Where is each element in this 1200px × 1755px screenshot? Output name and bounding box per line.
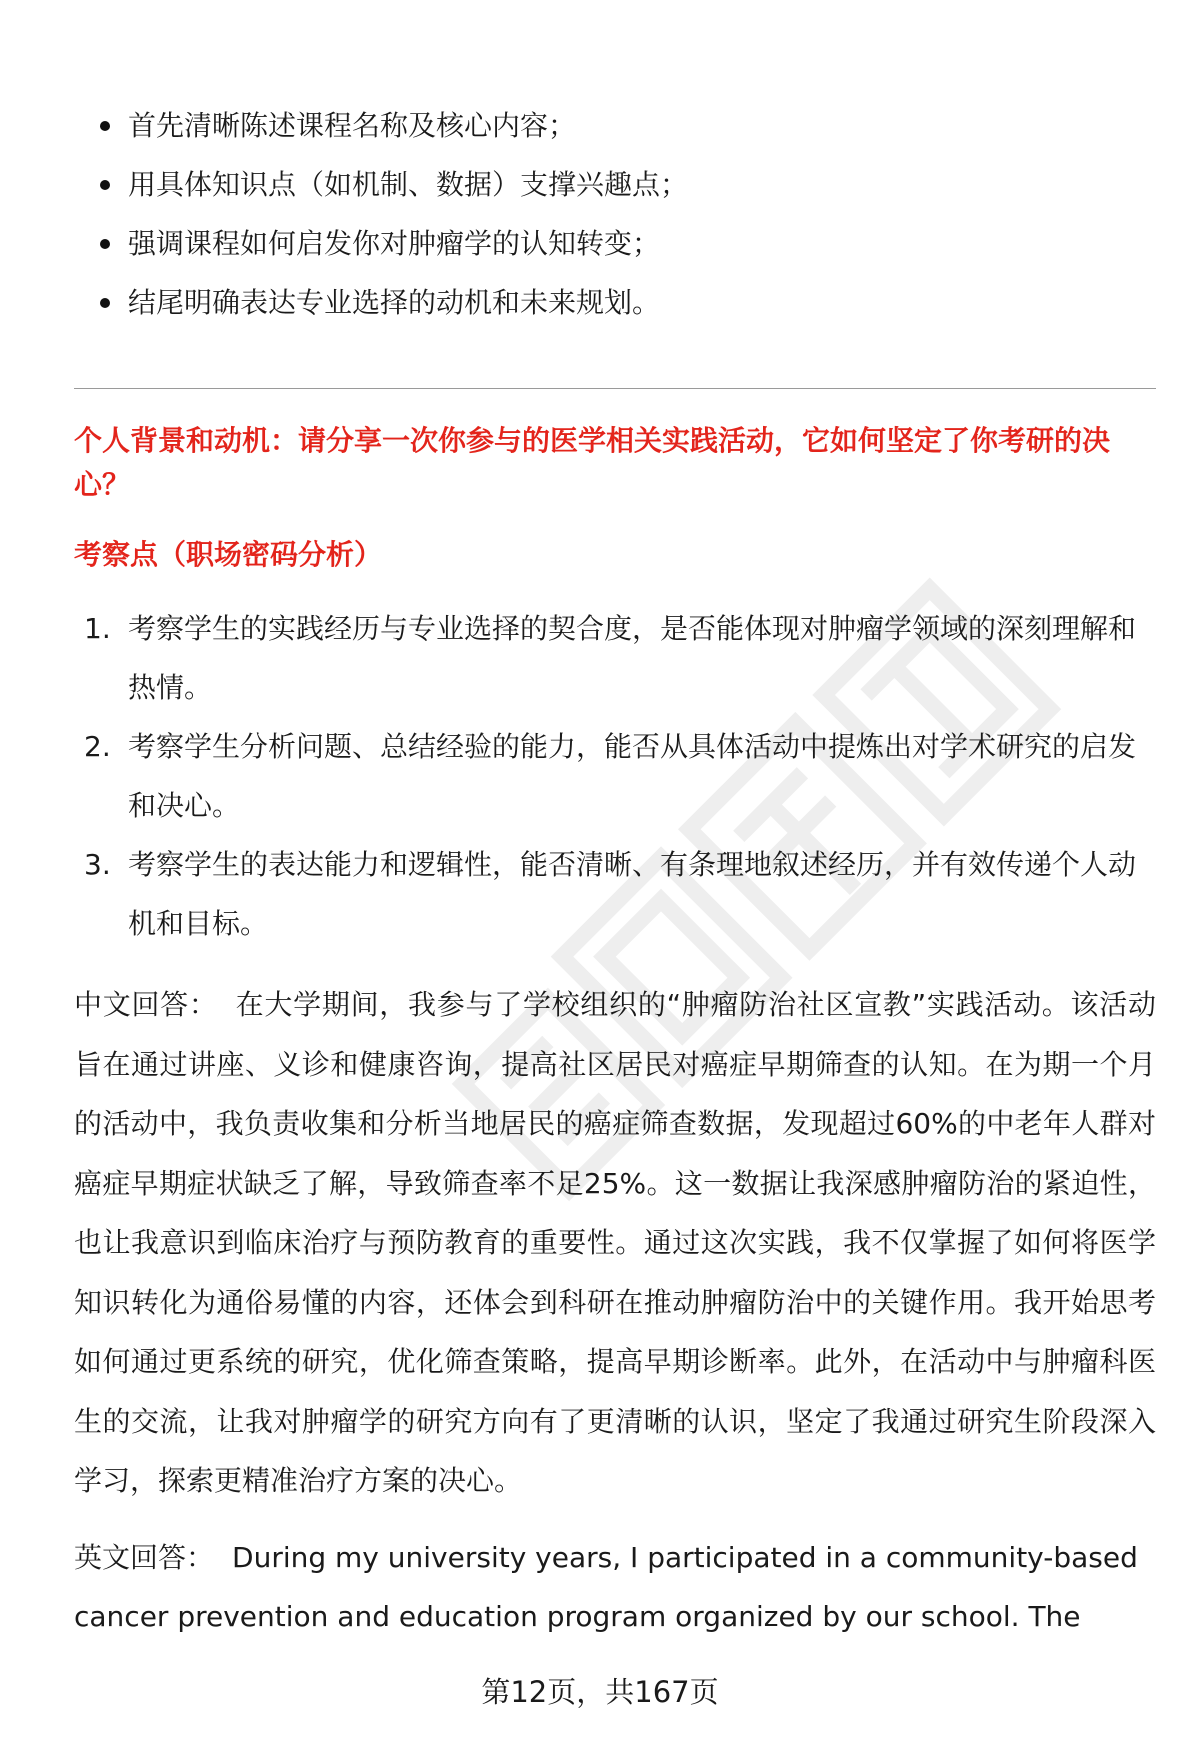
point-number: 2. bbox=[84, 730, 111, 763]
bullet-dot-icon bbox=[100, 298, 110, 308]
point-number: 3. bbox=[84, 848, 111, 881]
bullet-text: 首先清晰陈述课程名称及核心内容； bbox=[128, 109, 577, 142]
bullet-dot-icon bbox=[100, 180, 110, 190]
section-divider bbox=[74, 388, 1156, 389]
chinese-answer bbox=[74, 975, 1156, 1511]
list-item bbox=[74, 273, 1156, 332]
list-item bbox=[74, 214, 1156, 273]
page-number-footer: 第12页，共167页 bbox=[481, 1675, 719, 1709]
bullet-text: 用具体知识点（如机制、数据）支撑兴趣点； bbox=[128, 168, 689, 201]
point-text: 考察学生的表达能力和逻辑性，能否清晰、有条理地叙述经历，并有效传递个人动机和目标。 bbox=[128, 848, 1137, 940]
tips-bullet-list bbox=[74, 96, 1156, 332]
bullet-dot-icon bbox=[100, 121, 110, 131]
list-item bbox=[74, 96, 1156, 155]
list-item bbox=[74, 155, 1156, 214]
assessment-points-list bbox=[74, 599, 1156, 953]
list-item bbox=[74, 717, 1156, 835]
chinese-answer-label: 中文回答： bbox=[74, 988, 218, 1021]
chinese-answer-text: 在大学期间，我参与了学校组织的“肿瘤防治社区宣教”实践活动。该活动旨在通过讲座、义诊和健康咨询，提高社区居民对癌症早期筛查的认知。在为期一个月的活动中，我负责收集和分析当地居民的癌症筛查数据，发现超过60%的中老年人群对癌症早期症状缺乏了解，导致筛查率不足25%。这一数据让我深感肿瘤防治的紧迫性，也让我意识到临床治疗与预防教育的重要性。通过这次实践，我不仅掌握了如何将医学知识转化为通俗易懂的内容，还体会到科研在推动肿瘤防治中的关键作用。我开始思考如何通过更系统的研究，优化筛查策略，提高早期诊断率。此外，在活动中与肿瘤科医生的交流，让我对肿瘤学的研究方向有了更清晰的认识，坚定了我通过研究生阶段深入学习，探索更精准治疗方案的决心。 bbox=[74, 988, 1156, 1497]
assessment-heading: 考察点（职场密码分析） bbox=[74, 538, 383, 571]
main-content bbox=[74, 96, 1156, 1647]
english-answer bbox=[74, 1528, 1156, 1647]
point-text: 考察学生的实践经历与专业选择的契合度，是否能体现对肿瘤学领域的深刻理解和热情。 bbox=[128, 612, 1137, 704]
interview-question: 个人背景和动机：请分享一次你参与的医学相关实践活动，它如何坚定了你考研的决心？ bbox=[74, 424, 1111, 501]
bullet-dot-icon bbox=[100, 239, 110, 249]
english-answer-text: During my university years, I participated in a community-based cancer prevention and education program organized by our school. The bbox=[74, 1540, 1138, 1633]
point-number: 1. bbox=[84, 612, 111, 645]
list-item bbox=[74, 835, 1156, 953]
bullet-text: 结尾明确表达专业选择的动机和未来规划。 bbox=[128, 286, 661, 319]
english-answer-label: 英文回答： bbox=[74, 1540, 215, 1574]
bullet-text: 强调课程如何启发你对肿瘤学的认知转变； bbox=[128, 227, 661, 260]
point-text: 考察学生分析问题、总结经验的能力，能否从具体活动中提炼出对学术研究的启发和决心。 bbox=[128, 730, 1137, 822]
list-item bbox=[74, 599, 1156, 717]
